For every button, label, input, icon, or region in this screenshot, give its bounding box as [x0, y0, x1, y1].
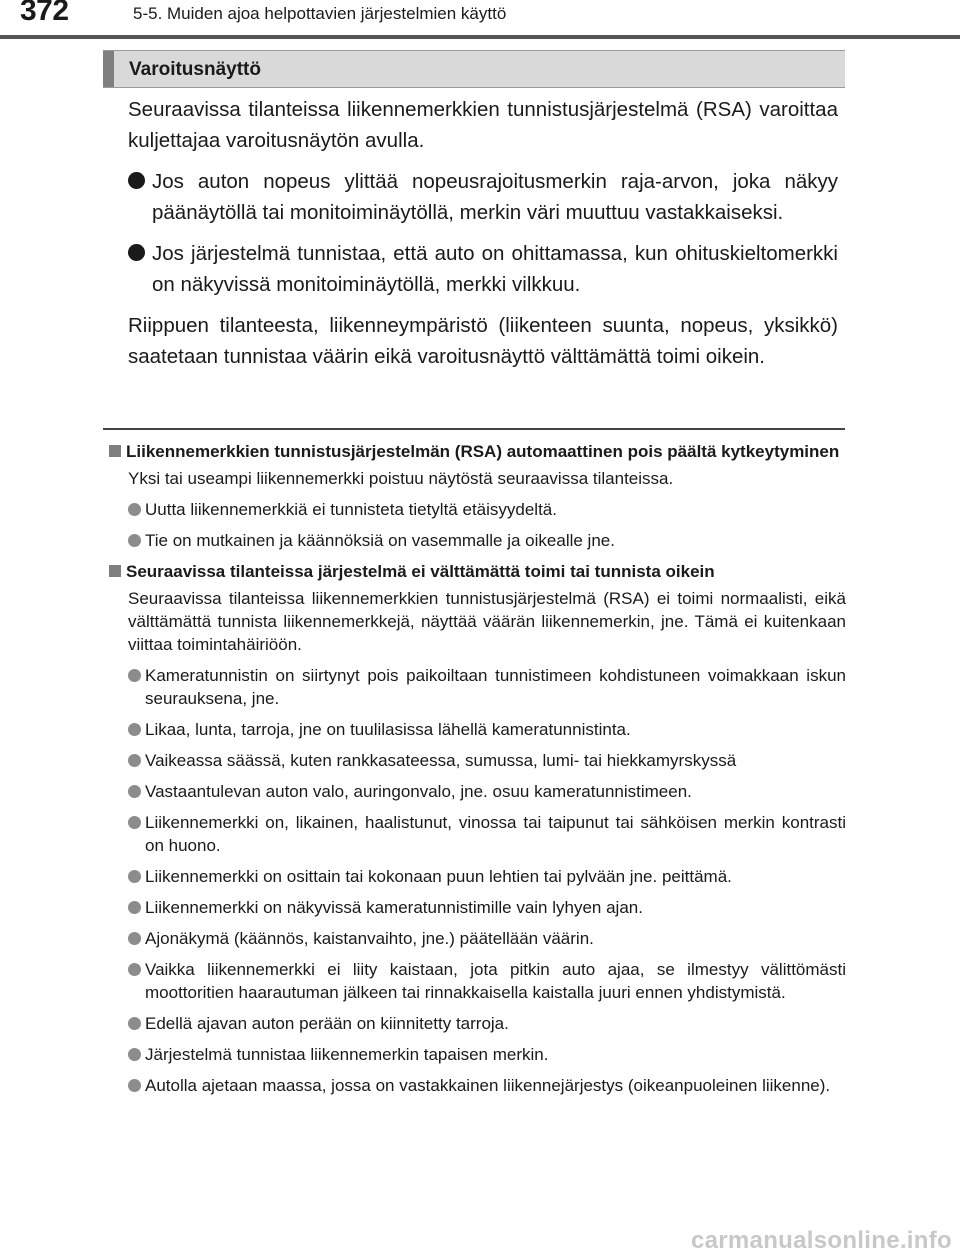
- chapter-title: 5-5. Muiden ajoa helpottavien järjestelmien käyttö: [133, 4, 507, 23]
- subsection-heading-text: Seuraavissa tilanteissa järjestelmä ei välttämättä toimi tai tunnista oikein: [126, 562, 715, 581]
- bullet-text: Jos järjestelmä tunnistaa, että auto on ohittamassa, kun ohituskieltomerkki on näkyvissä monitoiminäytöllä, merkki vilkkuu.: [152, 242, 838, 296]
- bullet-dot-icon: [128, 963, 141, 976]
- bullet-dot-icon: [128, 816, 141, 829]
- bullet-dot-icon: [128, 172, 145, 189]
- section-title-box: [103, 50, 845, 88]
- section-title: Varoitusnäyttö: [129, 59, 261, 80]
- list-item-text: Liikennemerkki on osittain tai kokonaan puun lehtien tai pylvään jne. peittämä.: [145, 867, 732, 886]
- list-item-text: Vaikeassa säässä, kuten rankkasateessa, sumussa, lumi- tai hiekkamyrskyssä: [145, 751, 737, 770]
- list-item: [109, 865, 846, 888]
- bullet-dot-icon: [128, 901, 141, 914]
- list-item: [109, 780, 846, 803]
- square-bullet-icon: [109, 565, 121, 577]
- subsection-intro: Yksi tai useampi liikennemerkki poistuu näytöstä seuraavissa tilanteissa.: [128, 469, 674, 488]
- square-bullet-icon: [109, 445, 121, 457]
- bullet-item: [128, 166, 838, 228]
- list-item: [109, 1012, 846, 1035]
- bullet-dot-icon: [128, 754, 141, 767]
- subsection-heading: [109, 440, 846, 463]
- notes-section: [109, 440, 846, 1105]
- section-divider: [103, 428, 845, 430]
- page-number: 372: [20, 0, 69, 27]
- bullet-dot-icon: [128, 870, 141, 883]
- section-title-bar: [103, 51, 114, 87]
- bullet-dot-icon: [128, 932, 141, 945]
- bullet-dot-icon: [128, 534, 141, 547]
- list-item-text: Tie on mutkainen ja käännöksiä on vasemmalle ja oikealle jne.: [145, 531, 615, 550]
- list-item-text: Edellä ajavan auton perään on kiinnitetty tarroja.: [145, 1014, 509, 1033]
- list-item: [109, 927, 846, 950]
- list-item-text: Vastaantulevan auton valo, auringonvalo, jne. osuu kameratunnistimeen.: [145, 782, 692, 801]
- list-item-text: Uutta liikennemerkkiä ei tunnisteta tietyltä etäisyydeltä.: [145, 500, 557, 519]
- bullet-dot-icon: [128, 723, 141, 736]
- list-item: [109, 664, 846, 710]
- header-rule: [0, 35, 960, 39]
- subsection-heading-text: Liikennemerkkien tunnistusjärjestelmän (RSA) automaattinen pois päältä kytkeytyminen: [126, 442, 840, 461]
- list-item-text: Vaikka liikennemerkki ei liity kaistaan, jota pitkin auto ajaa, se ilmestyy välittömästi moottoritien haarautuman jälkeen tai rinnakkaisella kaistalla juuri ennen yhdistymistä.: [145, 960, 846, 1002]
- watermark: carmanualsonline.info: [690, 1227, 952, 1254]
- list-item-text: Järjestelmä tunnistaa liikennemerkin tapaisen merkin.: [145, 1045, 549, 1064]
- bullet-dot-icon: [128, 503, 141, 516]
- list-item: [109, 749, 846, 772]
- section-note: Riippuen tilanteesta, liikenneympäristö (liikenteen suunta, nopeus, yksikkö) saatetaan tunnistaa väärin eikä varoitusnäyttö välttämättä toimi oikein.: [128, 314, 838, 368]
- list-item: [109, 896, 846, 919]
- list-item-text: Kameratunnistin on siirtynyt pois paikoiltaan tunnistimeen kohdistuneen voimakkaan iskun seurauksena, jne.: [145, 666, 846, 708]
- list-item: [109, 958, 846, 1004]
- bullet-dot-icon: [128, 1048, 141, 1061]
- bullet-dot-icon: [128, 1079, 141, 1092]
- bullet-dot-icon: [128, 669, 141, 682]
- list-item: [109, 498, 846, 521]
- list-item-text: Liikennemerkki on näkyvissä kameratunnistimille vain lyhyen ajan.: [145, 898, 643, 917]
- subsection-intro: Seuraavissa tilanteissa liikennemerkkien tunnistusjärjestelmä (RSA) ei toimi normaalisti, eikä välttämättä tunnista liikennemerkkejä, näyttää väärän liikennemerkin, jne. Tämä ei kuitenkaan viittaa toimintahäiriöön.: [128, 589, 846, 654]
- list-item-text: Likaa, lunta, tarroja, jne on tuulilasissa lähellä kameratunnistinta.: [145, 720, 631, 739]
- list-item-text: Ajonäkymä (käännös, kaistanvaihto, jne.) päätellään väärin.: [145, 929, 594, 948]
- bullet-dot-icon: [128, 244, 145, 261]
- list-item: [109, 1043, 846, 1066]
- list-item: [109, 811, 846, 857]
- bullet-item: [128, 238, 838, 300]
- bullet-dot-icon: [128, 785, 141, 798]
- warning-display-section: [128, 94, 838, 382]
- subsection-heading: [109, 560, 846, 583]
- list-item-text: Autolla ajetaan maassa, jossa on vastakkainen liikennejärjestys (oikeanpuoleinen liikenne).: [145, 1076, 831, 1095]
- section-intro: Seuraavissa tilanteissa liikennemerkkien tunnistusjärjestelmä (RSA) varoittaa kuljettajaa varoitusnäytön avulla.: [128, 98, 838, 152]
- list-item-text: Liikennemerkki on, likainen, haalistunut, vinossa tai taipunut tai sähköisen merkin kontrasti on huono.: [145, 813, 846, 855]
- bullet-dot-icon: [128, 1017, 141, 1030]
- list-item: [109, 1074, 846, 1097]
- bullet-text: Jos auton nopeus ylittää nopeusrajoitusmerkin raja-arvon, joka näkyy päänäytöllä tai monitoiminäytöllä, merkin väri muuttuu vastakkaiseksi.: [152, 170, 838, 224]
- list-item: [109, 529, 846, 552]
- list-item: [109, 718, 846, 741]
